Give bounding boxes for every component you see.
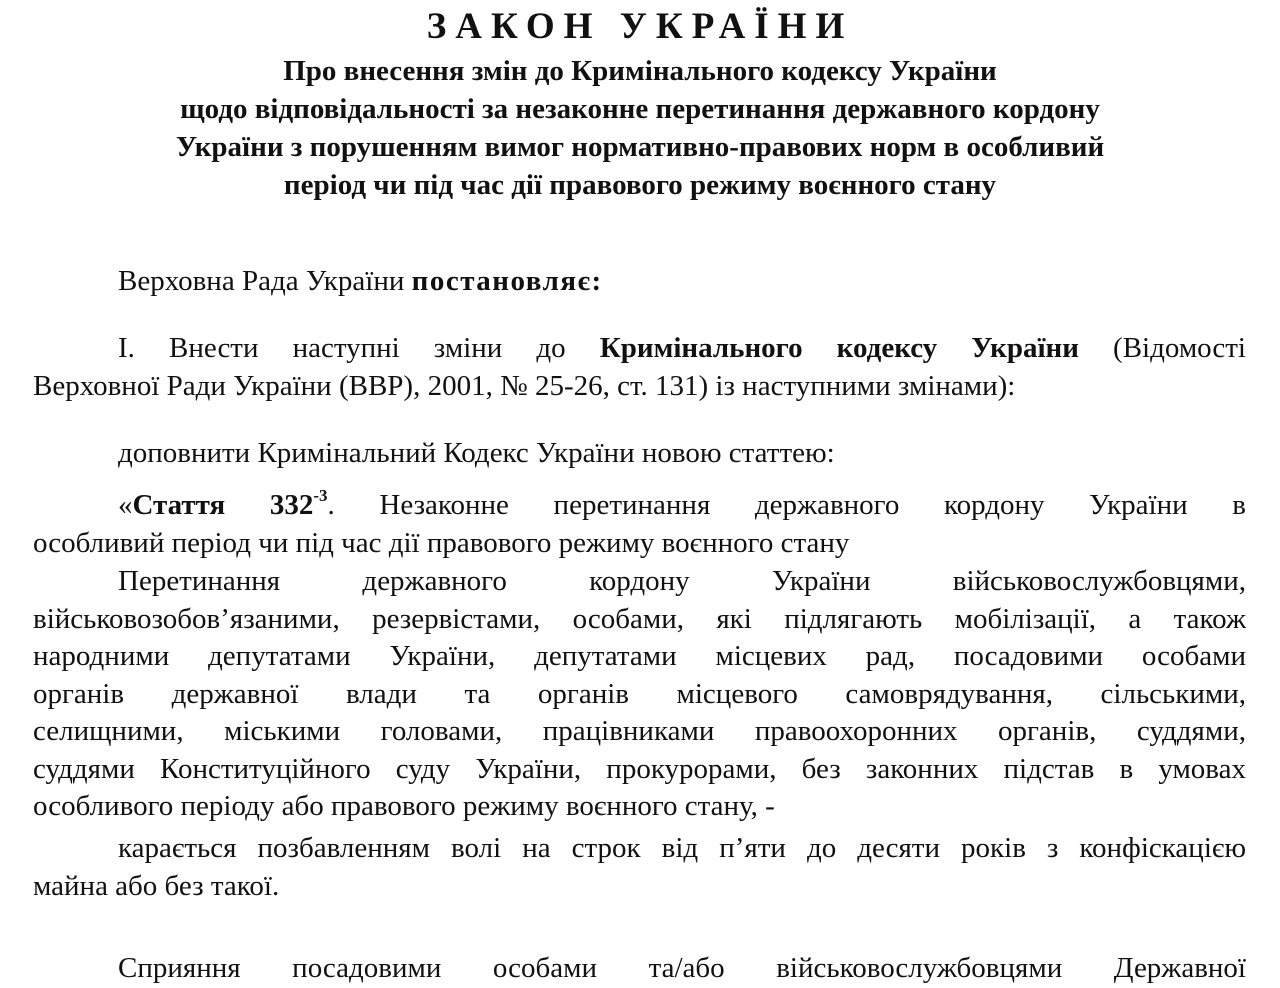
penalty <box>33 830 1246 905</box>
supplement-text: доповнити Кримінальний Кодекс України новою статтею: <box>118 437 835 469</box>
law-subtitle <box>40 52 1240 204</box>
subtitle-line: України з порушенням вимог нормативно-правових норм в особливий <box>175 131 1105 163</box>
penalty-line: майна або без такої. <box>33 869 280 902</box>
article-heading-line <box>33 487 1246 525</box>
body-line: Перетинання державного кордону України військовослужбовцями, <box>118 565 1246 597</box>
article-superscript: -3 <box>313 486 328 505</box>
article-label: Стаття 332 <box>132 489 314 521</box>
article-title: . Незаконне перетинання державного кордону України в <box>327 489 1246 521</box>
subtitle-line: період чи під час дії правового режиму воєнного стану <box>283 169 997 201</box>
body-line: народними депутатами України, депутатами місцевих рад, посадовими особами <box>33 640 1246 672</box>
body-line: суддями Конституційного суду України, прокурорами, без законних підстав в умовах <box>33 752 1246 785</box>
subtitle-line: щодо відповідальності за незаконне перетинання державного кордону <box>180 93 1100 125</box>
article-heading-line: особливий період чи під час дії правового режиму воєнного стану <box>33 526 850 559</box>
section-1 <box>33 330 1246 405</box>
section-1-prefix: І. Внести наступні зміни до <box>118 332 600 364</box>
section-1-line <box>33 330 1246 368</box>
preamble-text: Верховна Рада України <box>118 265 412 297</box>
subtitle-line: Про внесення змін до Кримінального кодексу України <box>283 55 997 87</box>
preamble-bold: постановляє: <box>411 265 603 297</box>
criminal-code-name: Кримінального кодексу України <box>599 332 1079 364</box>
body-line: особливого періоду або правового режиму воєнного стану, - <box>33 790 775 822</box>
open-quote: « <box>118 489 133 521</box>
article-body <box>33 563 1246 826</box>
body-line: військовозобов’язаними, резервістами, особами, які підлягають мобілізації, а також <box>33 602 1246 635</box>
cutoff-line: Сприяння посадовими особами та/або військовослужбовцями Державної <box>118 952 1246 984</box>
section-1-line: Верховної Ради України (ВВР), 2001, № 25-26, ст. 131) із наступними змінами): <box>33 369 1016 402</box>
body-line: селищними, міськими головами, працівниками правоохоронних органів, суддями, <box>33 715 1246 747</box>
law-title: ЗАКОН УКРАЇНИ <box>426 6 854 47</box>
cutoff-paragraph <box>33 950 1246 988</box>
penalty-line: карається позбавленням волі на строк від п’яти до десяти років з конфіскацією <box>118 832 1246 864</box>
body-line: органів державної влади та органів місцевого самоврядування, сільськими, <box>33 677 1246 710</box>
article-heading <box>33 487 1246 562</box>
section-1-suffix: (Відомості <box>1078 332 1246 364</box>
preamble <box>118 263 1246 301</box>
